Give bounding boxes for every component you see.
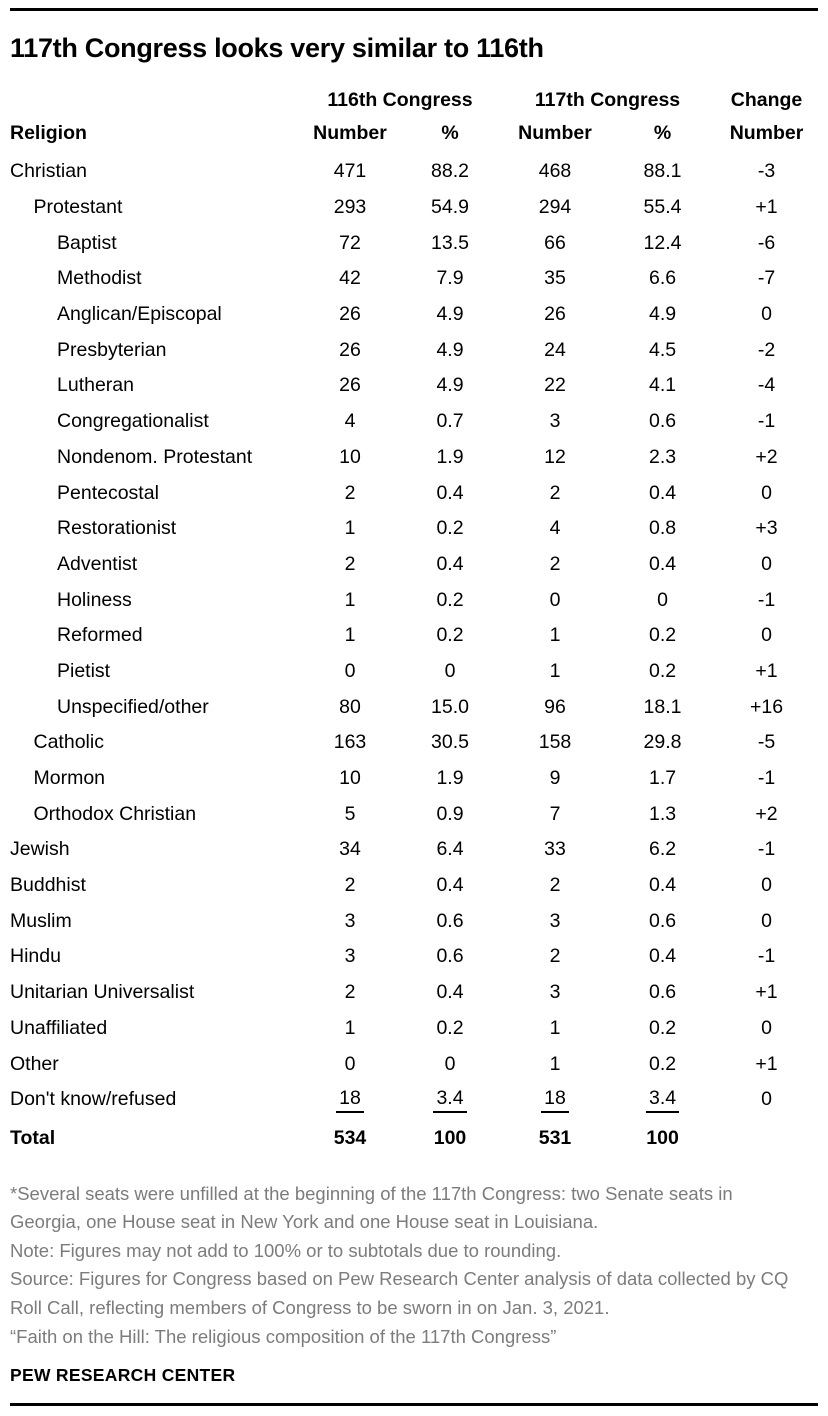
cell-116-number: 10 (339, 445, 361, 468)
table-row (10, 582, 818, 618)
cell-116-pct: 0.2 (436, 624, 464, 647)
row-label: Methodist (57, 267, 142, 290)
cell-change: -1 (757, 838, 776, 861)
group-header-spacer (10, 80, 300, 116)
cell-116-number: 26 (339, 338, 361, 361)
cell-117-number: 66 (544, 231, 566, 254)
row-label-cell (10, 903, 300, 939)
cell-116-number: 4 (344, 410, 356, 433)
cell-change: 0 (761, 303, 772, 326)
cell-116-number: 2 (344, 981, 356, 1004)
row-label-cell (10, 689, 300, 725)
cell-change: +1 (755, 981, 778, 1004)
cell-116-number: 80 (339, 695, 361, 718)
cell-116-pct: 13.5 (431, 231, 469, 254)
column-header-116-pct: % (441, 122, 459, 144)
row-label-cell (10, 832, 300, 868)
cell-117-pct: 0 (657, 588, 668, 611)
cell-117-pct: 6.2 (648, 838, 677, 861)
cell-change: 0 (761, 624, 772, 647)
cell-117-pct: 2.3 (648, 445, 677, 468)
row-label-cell (10, 725, 300, 761)
cell-change: -1 (757, 767, 776, 790)
cell-117-pct: 18.1 (643, 695, 682, 718)
cell-116-number: 163 (333, 731, 367, 754)
group-header-change: Change (730, 89, 803, 111)
cell-116-pct: 0.9 (436, 802, 464, 825)
row-label-cell (10, 154, 300, 190)
table-row (10, 796, 818, 832)
cell-117-number: 9 (549, 767, 561, 790)
row-label-cell (10, 939, 300, 975)
table-row (10, 261, 818, 297)
table-row (10, 903, 818, 939)
row-label-cell (10, 975, 300, 1011)
row-label: Unspecified/other (57, 695, 209, 718)
row-label-cell (10, 547, 300, 583)
cell-116-pct: 0.7 (436, 410, 464, 433)
cell-117-pct: 0.6 (648, 909, 677, 932)
religion-table (10, 80, 818, 1160)
cell-116-number: 34 (339, 838, 361, 861)
cell-116-number: 2 (344, 552, 356, 575)
row-label: Unaffiliated (10, 1016, 108, 1039)
table-row (10, 475, 818, 511)
row-label: Lutheran (57, 374, 134, 397)
group-header-117th: 117th Congress (534, 89, 681, 111)
row-label: Christian (10, 160, 87, 183)
table-row (10, 154, 818, 190)
cell-117-pct: 0.6 (648, 410, 677, 433)
cell-116-number: 1 (344, 517, 356, 540)
cell-116-pct: 1.9 (436, 445, 464, 468)
column-header-117-number: Number (518, 122, 592, 144)
row-label: Presbyterian (57, 338, 167, 361)
cell-116-number: 1 (344, 1016, 356, 1039)
row-label-cell (10, 475, 300, 511)
row-label: Don't know/refused (10, 1088, 177, 1111)
cell-117-pct: 0.4 (648, 552, 677, 575)
row-label: Other (10, 1052, 59, 1075)
total-change (715, 1118, 818, 1160)
cell-change: +2 (755, 802, 778, 825)
total-117-number: 531 (538, 1127, 572, 1150)
row-label: Unitarian Universalist (10, 981, 195, 1004)
cell-117-pct: 3.4 (610, 1082, 715, 1118)
cell-117-pct: 0.2 (648, 1016, 677, 1039)
table-row (10, 868, 818, 904)
cell-116-pct: 6.4 (436, 838, 464, 861)
table-row (10, 225, 818, 261)
cell-change: +1 (755, 1052, 778, 1075)
cell-116-pct: 0.4 (436, 552, 464, 575)
cell-change: -1 (757, 588, 776, 611)
cell-116-pct: 7.9 (436, 267, 464, 290)
cell-117-pct: 55.4 (643, 196, 682, 219)
row-label-cell (10, 868, 300, 904)
cell-117-pct: 0.4 (648, 874, 677, 897)
cell-116-pct: 0.4 (436, 981, 464, 1004)
cell-117-number: 33 (544, 838, 566, 861)
total-117-pct: 100 (646, 1127, 679, 1150)
row-label: Catholic (33, 731, 104, 754)
cell-116-number: 2 (344, 481, 356, 504)
cell-change: -1 (757, 410, 776, 433)
top-rule (10, 8, 818, 11)
column-header-117-pct: % (653, 122, 672, 144)
row-label-cell (10, 1046, 300, 1082)
cell-116-number: 293 (333, 196, 367, 219)
cell-change: 0 (761, 874, 772, 897)
column-header-row (10, 116, 818, 154)
total-label: Total (10, 1127, 56, 1150)
cell-117-number: 26 (544, 303, 566, 326)
cell-116-number: 1 (344, 624, 356, 647)
cell-116-pct: 88.2 (431, 160, 469, 183)
cell-117-number: 18 (500, 1082, 610, 1118)
cell-116-pct: 0.4 (436, 481, 464, 504)
row-label: Holiness (57, 588, 132, 611)
cell-116-pct: 4.9 (436, 303, 464, 326)
cell-change: 0 (761, 1016, 772, 1039)
table-body (10, 154, 818, 1118)
row-label: Muslim (10, 909, 72, 932)
table-row (10, 975, 818, 1011)
cell-116-pct: 0.6 (436, 909, 464, 932)
row-label-cell (10, 297, 300, 333)
cell-change: +2 (755, 445, 778, 468)
row-label-cell (10, 404, 300, 440)
cell-117-number: 1 (549, 1016, 561, 1039)
cell-117-number: 1 (549, 624, 561, 647)
cell-116-number: 18 (300, 1082, 400, 1118)
table-row (10, 511, 818, 547)
cell-116-number: 2 (344, 874, 356, 897)
row-label: Hindu (10, 945, 61, 968)
cell-116-pct: 0.2 (436, 517, 464, 540)
table-row (10, 761, 818, 797)
cell-change: +16 (749, 695, 784, 718)
row-label-cell (10, 1082, 300, 1118)
total-row (10, 1118, 818, 1160)
cell-117-number: 2 (549, 945, 561, 968)
cell-117-pct: 0.2 (648, 659, 677, 682)
cell-116-pct: 0.6 (436, 945, 464, 968)
cell-117-pct: 12.4 (643, 231, 682, 254)
row-label-cell (10, 654, 300, 690)
cell-change: +3 (755, 517, 778, 540)
row-label: Orthodox Christian (33, 802, 197, 825)
cell-116-number: 5 (344, 802, 356, 825)
bottom-rule (10, 1403, 818, 1406)
cell-change: -5 (757, 731, 776, 754)
row-label-cell (10, 1011, 300, 1047)
row-label: Jewish (10, 838, 70, 861)
cell-117-pct: 0.4 (648, 945, 677, 968)
cell-116-pct: 54.9 (431, 196, 469, 219)
table-row (10, 1011, 818, 1047)
row-label: Mormon (33, 767, 106, 790)
row-label-cell (10, 761, 300, 797)
cell-116-pct: 0.4 (436, 874, 464, 897)
footnote-source: Source: Figures for Congress based on Pew Research Center analysis of data collected by CQ Roll Call, reflecting members of Congress to be sworn in on Jan. 3, 2021. (10, 1268, 789, 1318)
cell-116-pct: 0 (444, 1052, 456, 1075)
pew-research-center-wordmark: PEW RESEARCH CENTER (10, 1365, 236, 1386)
cell-116-pct: 3.4 (400, 1082, 500, 1118)
cell-117-number: 35 (544, 267, 566, 290)
cell-116-number: 26 (339, 374, 361, 397)
cell-change: -3 (757, 160, 776, 183)
table-row (10, 618, 818, 654)
row-label: Nondenom. Protestant (57, 445, 253, 468)
table-row (10, 832, 818, 868)
row-label: Pentecostal (57, 481, 159, 504)
footnote-report-title: “Faith on the Hill: The religious composition of the 117th Congress” (10, 1325, 557, 1347)
cell-change: -7 (757, 267, 776, 290)
cell-117-number: 3 (549, 981, 561, 1004)
page-title: 117th Congress looks very similar to 116th (10, 33, 544, 63)
table-row (10, 297, 818, 333)
cell-change: +1 (755, 659, 778, 682)
pew-table-card (0, 8, 828, 1416)
cell-116-pct: 4.9 (436, 374, 464, 397)
cell-117-number: 0 (549, 588, 561, 611)
footnote-note: Note: Figures may not add to 100% or to subtotals due to rounding. (10, 1239, 562, 1261)
table-row (10, 332, 818, 368)
cell-117-number: 2 (549, 481, 561, 504)
cell-117-pct: 1.7 (648, 767, 677, 790)
cell-117-number: 2 (549, 552, 561, 575)
column-header-change-number: Number (729, 122, 804, 144)
row-label: Protestant (33, 196, 123, 219)
cell-117-number: 24 (544, 338, 566, 361)
cell-116-pct: 0.2 (436, 1016, 464, 1039)
cell-117-pct: 4.1 (648, 374, 677, 397)
row-label-cell (10, 261, 300, 297)
cell-117-number: 3 (549, 410, 561, 433)
cell-117-pct: 4.9 (648, 303, 677, 326)
cell-117-pct: 0.2 (648, 1052, 677, 1075)
row-label: Adventist (57, 552, 138, 575)
row-label-cell (10, 190, 300, 226)
cell-117-number: 22 (544, 374, 566, 397)
column-header-116-number: Number (313, 122, 387, 144)
cell-116-pct: 1.9 (436, 767, 464, 790)
cell-116-pct: 30.5 (431, 731, 469, 754)
cell-117-number: 4 (549, 517, 561, 540)
cell-change: +1 (755, 196, 778, 219)
total-116-number: 534 (333, 1127, 367, 1150)
cell-116-number: 26 (339, 303, 361, 326)
cell-117-pct: 0.2 (648, 624, 677, 647)
cell-116-pct: 4.9 (436, 338, 464, 361)
cell-117-pct: 0.8 (648, 517, 677, 540)
cell-116-pct: 0.2 (436, 588, 464, 611)
row-label-cell (10, 796, 300, 832)
row-label: Anglican/Episcopal (57, 303, 222, 326)
table-row (10, 1082, 818, 1118)
table-row (10, 404, 818, 440)
column-header-religion: Religion (10, 122, 87, 144)
cell-117-number: 12 (544, 445, 566, 468)
table-row (10, 547, 818, 583)
cell-change: 0 (761, 552, 772, 575)
cell-117-number: 158 (538, 731, 572, 754)
cell-116-number: 471 (333, 160, 367, 183)
row-label: Congregationalist (57, 410, 209, 433)
row-label-cell (10, 618, 300, 654)
row-label-cell (10, 368, 300, 404)
cell-116-number: 3 (344, 945, 356, 968)
table-footer (10, 1118, 818, 1160)
cell-117-pct: 0.6 (648, 981, 677, 1004)
cell-change: 0 (761, 1088, 772, 1111)
row-label-cell (10, 511, 300, 547)
cell-116-number: 1 (344, 588, 356, 611)
cell-117-number: 294 (538, 196, 572, 219)
table-row (10, 440, 818, 476)
total-116-pct: 100 (433, 1127, 467, 1150)
table-row (10, 190, 818, 226)
cell-117-number: 468 (538, 160, 572, 183)
row-label-cell (10, 332, 300, 368)
cell-116-number: 10 (339, 767, 361, 790)
row-label: Pietist (57, 659, 111, 682)
cell-117-pct: 6.6 (648, 267, 677, 290)
table-row (10, 725, 818, 761)
row-label: Buddhist (10, 874, 86, 897)
group-header-116th: 116th Congress (327, 89, 473, 111)
cell-117-pct: 0.4 (648, 481, 677, 504)
cell-116-number: 3 (344, 909, 356, 932)
cell-117-pct: 4.5 (648, 338, 677, 361)
cell-change: 0 (761, 909, 772, 932)
cell-117-pct: 88.1 (643, 160, 682, 183)
cell-117-pct: 29.8 (643, 731, 682, 754)
cell-117-number: 7 (549, 802, 561, 825)
table-row (10, 689, 818, 725)
cell-117-number: 1 (549, 659, 561, 682)
table-row (10, 368, 818, 404)
cell-116-number: 0 (344, 659, 356, 682)
cell-117-pct: 1.3 (648, 802, 677, 825)
cell-change: -1 (757, 945, 776, 968)
footnotes (10, 1180, 805, 1352)
cell-116-number: 0 (344, 1052, 356, 1075)
cell-116-pct: 15.0 (431, 695, 469, 718)
cell-116-number: 42 (339, 267, 361, 290)
table-row (10, 939, 818, 975)
group-header-row (10, 80, 818, 116)
cell-117-number: 96 (544, 695, 566, 718)
cell-change: -6 (757, 231, 776, 254)
cell-change: -2 (757, 338, 776, 361)
row-label: Reformed (57, 624, 143, 647)
cell-change: 0 (761, 481, 772, 504)
table-header (10, 80, 818, 154)
cell-116-number: 72 (339, 231, 361, 254)
row-label-cell (10, 225, 300, 261)
row-label: Restorationist (57, 517, 177, 540)
footnote-asterisk: *Several seats were unfilled at the beginning of the 117th Congress: two Senate seats in Georgia, one House seat in New York and one House seat in Louisiana. (10, 1182, 733, 1233)
cell-116-pct: 0 (444, 659, 456, 682)
row-label-cell (10, 582, 300, 618)
cell-117-number: 3 (549, 909, 561, 932)
table-row (10, 1046, 818, 1082)
row-label: Baptist (57, 231, 117, 254)
row-label-cell (10, 440, 300, 476)
cell-117-number: 1 (549, 1052, 561, 1075)
table-row (10, 654, 818, 690)
cell-change: -4 (757, 374, 776, 397)
cell-117-number: 2 (549, 874, 561, 897)
